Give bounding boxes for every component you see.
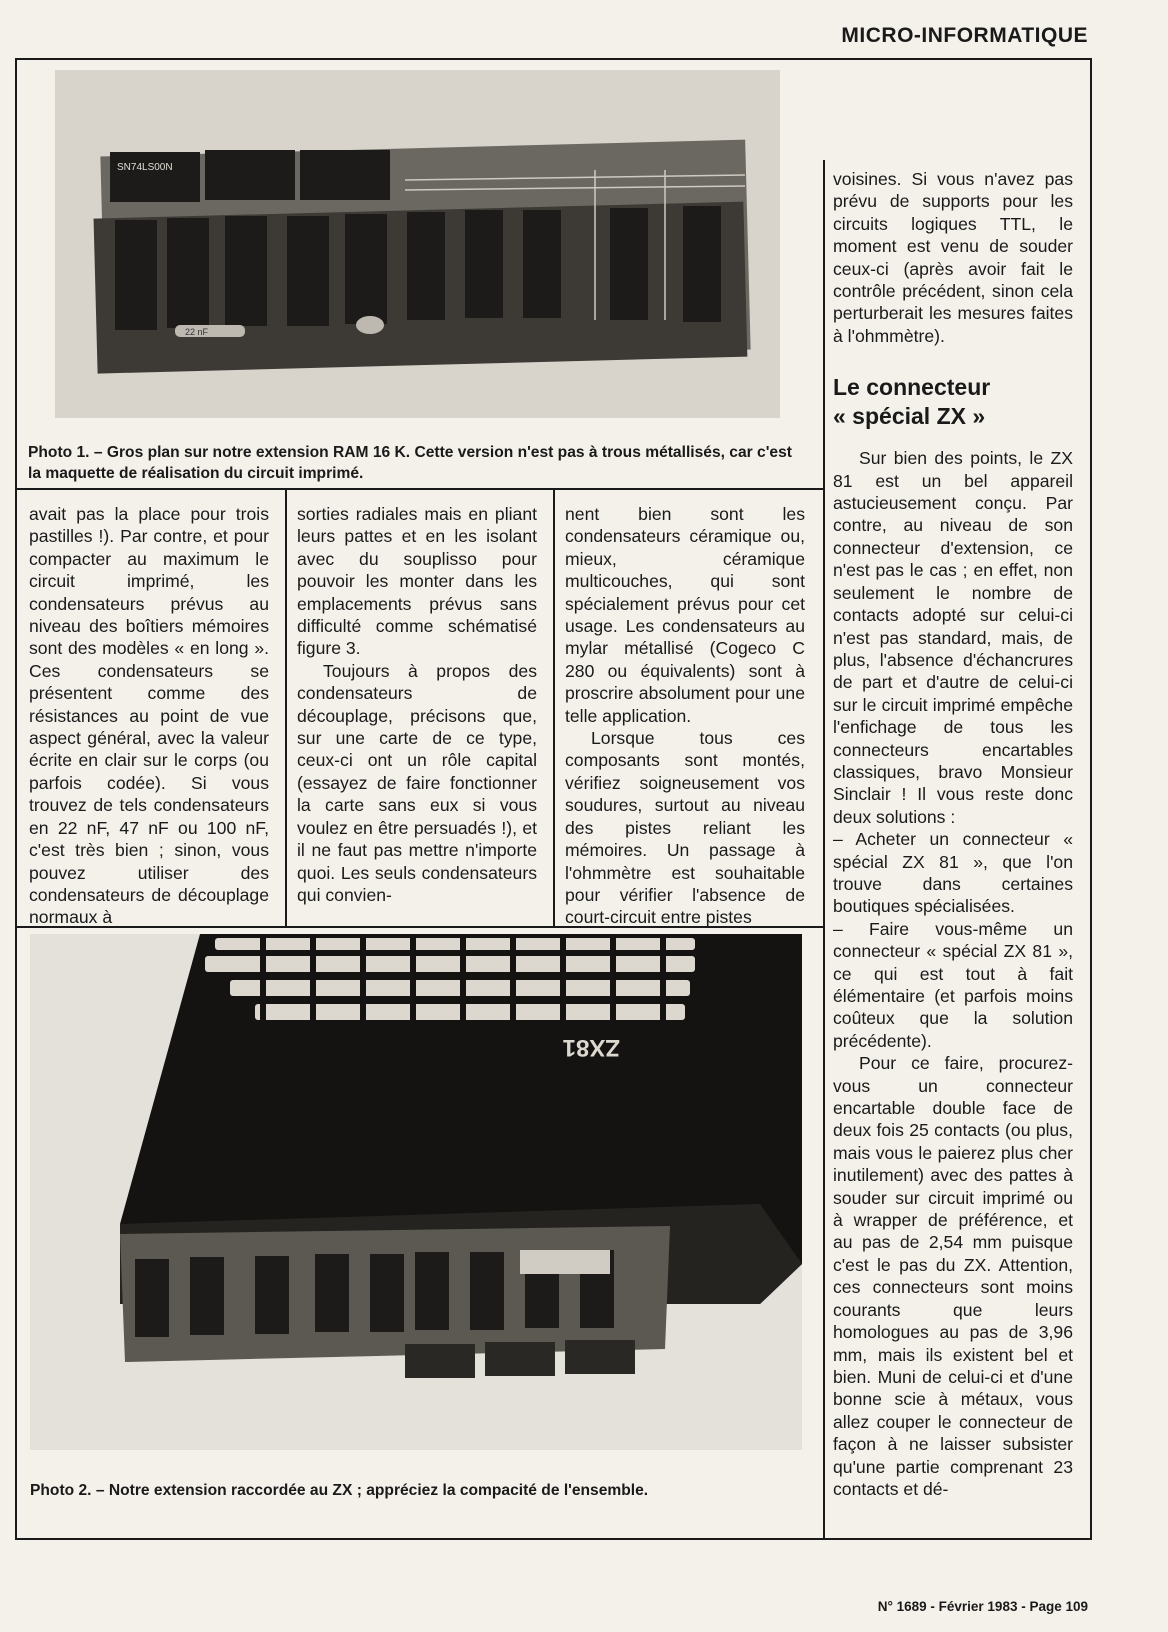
chip-label: SN74LS00N bbox=[117, 162, 173, 173]
photo1-bottom-rule bbox=[15, 488, 825, 490]
section-heading bbox=[833, 373, 1073, 431]
photo1-caption: Photo 1. – Gros plan sur notre extension RAM 16 K. Cette version n'est pas à trous métallisés, car c'est la maquette de réalisation du circuit imprimé. bbox=[28, 444, 792, 482]
paragraph: sorties radiales mais en pliant leurs pattes et en les isolant avec du souplisso pour pouvoir les monter dans les emplacements prévus sans difficulté comme schématisé figure 3. bbox=[297, 504, 537, 659]
frame-top-rule bbox=[15, 58, 1092, 60]
photo2-zx81 bbox=[30, 934, 802, 1450]
paragraph: – Acheter un connecteur « spécial ZX 81 », que l'on trouve dans certaines boutiques spécialisées. bbox=[833, 829, 1073, 917]
ram-board-illustration bbox=[55, 70, 780, 418]
heading-line: « spécial ZX » bbox=[833, 403, 986, 430]
heading-line: Le connecteur bbox=[833, 374, 991, 401]
frame-left-rule bbox=[15, 58, 17, 1540]
frame-bottom-rule bbox=[15, 1538, 1092, 1540]
column-divider-right bbox=[823, 160, 825, 1540]
photo1-ram-board bbox=[55, 70, 780, 418]
zx81-logo: ZX81 bbox=[562, 1034, 620, 1061]
paragraph: nent bien sont les condensateurs céramique ou, mieux, céramique multicouches, qui sont spécialement prévus pour cet usage. Les condensateurs au mylar métallisé (Cogeco C 280 ou équivalents) sont à proscrire absolument pour une telle application. bbox=[565, 504, 805, 726]
paragraph: Toujours à propos des condensateurs de découplage, précisons que, sur une carte de ce type, ceux-ci ont un rôle capital (essayez de faire fonctionner la carte sans eux si vous voulez en être persuadés !), et il ne faut pas mettre n'importe quoi. Les seuls condensateurs qui convien- bbox=[297, 660, 537, 905]
component-label: 22 nF bbox=[185, 327, 209, 337]
photo2-caption: Photo 2. – Notre extension raccordée au ZX ; appréciez la compacité de l'ensemble. bbox=[30, 1482, 649, 1499]
text-column-1 bbox=[29, 503, 269, 929]
section-title: MICRO-INFORMATIQUE bbox=[841, 24, 1088, 47]
paragraph: Sur bien des points, le ZX 81 est un bel appareil astucieusement conçu. Par contre, au niveau de son connecteur d'extension, ce n'est pas le cas ; en effet, non seulement le nombre de contacts adopté sur celui-ci n'est pas standard, mais, de plus, l'absence d'échancrures de part et d'autre de celui-ci sur le circuit imprimé empêche l'enfichage de tous les connecteurs encartables classiques, bravo Monsieur Sinclair ! Il vous reste donc deux solutions : bbox=[833, 448, 1073, 827]
paragraph: Lorsque tous ces composants sont montés, vérifiez soigneusement vos soudures, surtout au niveau des pistes reliant les mémoires. Un passage à l'ohmmètre est souhaitable pour vérifier l'absence de court-circuit entre pistes bbox=[565, 728, 805, 928]
paragraph: avait pas la place pour trois pastilles !). Par contre, et pour compacter au maximum le circuit imprimé, les condensateurs prévus au niveau des boîtiers mémoires sont des modèles « en long ». Ces condensateurs se présentent comme des résistances au point de vue aspect général, avec la valeur écrite en clair sur le corps (ou parfois codée). Si vous trouvez de tels condensateurs en 22 nF, 47 nF ou 100 nF, c'est très bien ; sinon, vous pouvez utiliser des condensateurs de découplage normaux à bbox=[29, 504, 269, 928]
text-column-2 bbox=[297, 503, 537, 906]
zx81-illustration bbox=[30, 934, 802, 1450]
paragraph: Pour ce faire, procurez-vous un connecteur encartable double face de deux fois 25 contacts (ou plus, mais vous le paierez plus cher inutilement) avec des pattes à souder sur circuit imprimé ou à wrapper de préférence, et au pas de 2,54 mm puisque c'est le pas du ZX. Attention, ces connecteurs sont moins courants que leurs homologues au pas de 3,96 mm, mais ils existent bel et bien. Muni de celui-ci et d'une bonne scie à métaux, vous allez couper le connecteur de façon à ne laisser subsister qu'une partie comprenant 23 contacts et dé- bbox=[833, 1053, 1073, 1499]
text-column-4 bbox=[833, 168, 1073, 1500]
column-divider-1 bbox=[285, 488, 287, 928]
frame-right-rule bbox=[1090, 58, 1092, 1540]
paragraph: – Faire vous-même un connecteur « spécial ZX 81 », ce qui est tout à fait élémentaire (et parfois moins coûteux que la solution précédente). bbox=[833, 918, 1073, 1051]
paragraph: voisines. Si vous n'avez pas prévu de supports pour les circuits logiques TTL, le moment est venu de souder ceux-ci (après avoir fait le contrôle précédent, sinon cela perturberait les mesures faites à l'ohmmètre). bbox=[833, 169, 1073, 346]
text-column-3 bbox=[565, 503, 805, 929]
page-footer: N° 1689 - Février 1983 - Page 109 bbox=[877, 1599, 1088, 1614]
column-divider-2 bbox=[553, 488, 555, 928]
